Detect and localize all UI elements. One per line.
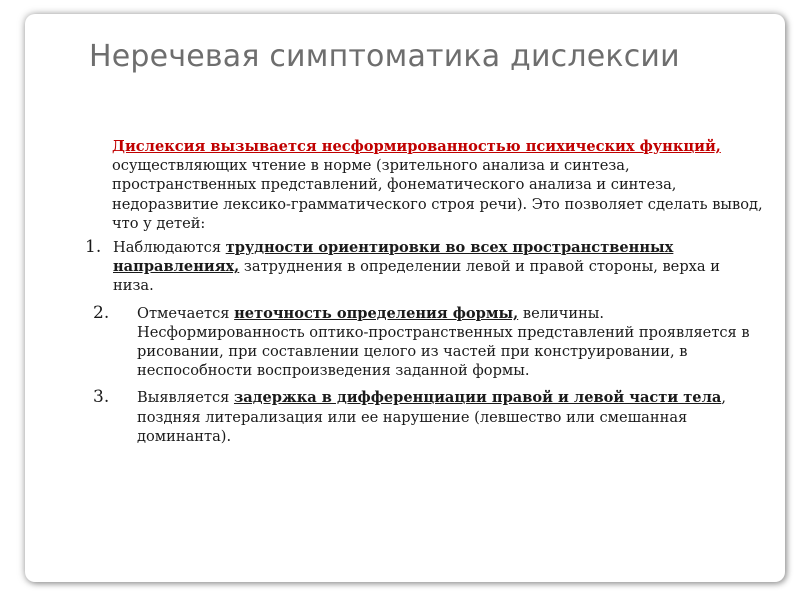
- item-2-text: величины. Несформированность оптико-пространственных представлений проявляется в рисовании, при составлении целого из частей при конструировании, в неспособности воспроизведения заданной формы.: [137, 304, 750, 380]
- item-1-emphasis: трудности ориентировки во всех пространственных направлениях,: [113, 239, 674, 276]
- intro-paragraph: [85, 137, 765, 233]
- slide-title: Неречевая симптоматика дислексии: [89, 39, 680, 74]
- list-number-2: 2.: [93, 302, 110, 323]
- item-3-text: , поздняя литерализация или ее нарушение (левшество или смешанная доминанта).: [137, 389, 726, 445]
- list-item-3: [85, 388, 765, 446]
- list-item-1: [85, 238, 765, 296]
- item-3-emphasis: задержка в дифференциации правой и левой части тела: [233, 389, 722, 407]
- slide-body: [85, 137, 765, 446]
- item-1-lead: Наблюдаются: [113, 239, 226, 257]
- item-3-lead: Выявляется: [137, 389, 234, 407]
- intro-text: осуществляющих чтение в норме (зрительного анализа и синтеза, пространственных представлений, фонематического анализа и синтеза, недоразвитие лексико-грамматического строя речи). Это позволяет сделать вывод, что у детей:: [112, 157, 763, 232]
- list-number-3: 3.: [93, 387, 110, 408]
- intro-highlight: Дислексия вызывается несформированностью психических функций,: [112, 138, 721, 155]
- slide-frame: [25, 14, 785, 582]
- item-2-emphasis: неточность определения формы,: [234, 304, 519, 322]
- item-1-text: затруднения в определении левой и правой стороны, верха и низа.: [113, 258, 720, 295]
- list-number-1: 1.: [85, 237, 102, 258]
- item-2-lead: Отмечается: [137, 304, 235, 322]
- list-item-2: [85, 304, 765, 381]
